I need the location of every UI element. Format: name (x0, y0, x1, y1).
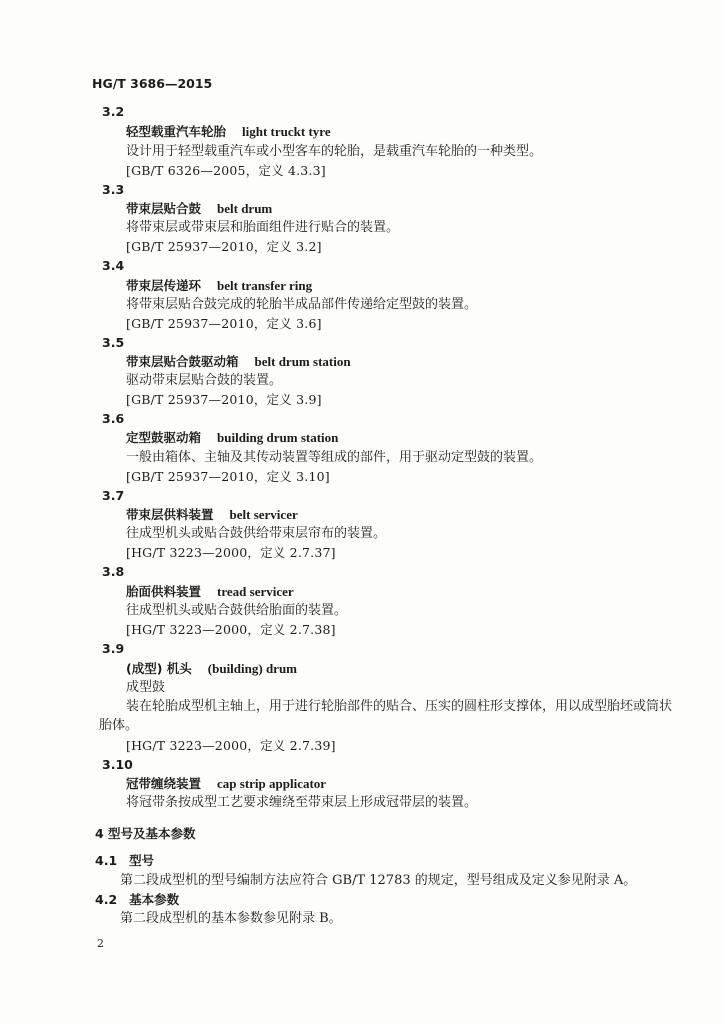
definition-text: 将带束层贴合鼓完成的轮胎半成品部件传递给定型鼓的装置。 (126, 297, 478, 312)
term-heading (126, 354, 724, 371)
source-reference: [GB/T 6326—2005，定义 4.3.3] (126, 163, 326, 178)
document-code: HG/T 3686—2015 (92, 76, 213, 91)
definition-text: 将带束层或带束层和胎面组件进行贴合的装置。 (126, 220, 400, 235)
term-zh: 胎面供料装置 (126, 584, 202, 599)
term-zh: 轻型载重汽车轮胎 (126, 124, 227, 139)
term-zh: 带束层贴合鼓 (126, 201, 202, 216)
definition-text: 往成型机头或贴合鼓供给带束层帘布的装置。 (126, 526, 387, 541)
term-zh: 带束层贴合鼓驱动箱 (126, 354, 239, 369)
clause-number: 3.9 (102, 641, 125, 656)
definition-text: 往成型机头或贴合鼓供给胎面的装置。 (126, 603, 348, 618)
clause-number: 3.3 (102, 182, 125, 197)
term-en: belt drum station (254, 354, 351, 369)
subsection-text: 第二段成型机的基本参数参见附录 B。 (120, 911, 342, 926)
source-reference: [HG/T 3223—2000，定义 2.7.39] (126, 738, 336, 753)
term-en: belt servicer (229, 507, 298, 522)
term-heading (126, 584, 724, 601)
definition-text: 装在轮胎成型机主轴上，用于进行轮胎部件的贴合、压实的圆柱形支撑体，用以成型胎坯或筒状 (126, 699, 673, 714)
term-heading (126, 201, 724, 218)
source-reference: [GB/T 25937—2010，定义 3.10] (126, 469, 330, 484)
term-heading (126, 124, 724, 141)
term-zh: 带束层传递环 (126, 278, 202, 293)
clause-number: 3.4 (102, 258, 125, 273)
term-en: belt transfer ring (217, 278, 313, 293)
term-heading (126, 278, 724, 295)
term-en: belt drum (217, 201, 273, 216)
clause-number: 3.8 (102, 564, 125, 579)
term-en: (building) drum (207, 661, 298, 676)
source-reference: [HG/T 3223—2000，定义 2.7.37] (126, 545, 336, 560)
subsection-number: 4.2 (95, 892, 118, 907)
clause-number: 3.6 (102, 411, 125, 426)
clause-number: 3.10 (102, 757, 133, 772)
source-reference: [HG/T 3223—2000，定义 2.7.38] (126, 622, 336, 637)
term-heading (126, 430, 724, 447)
subsection-heading (95, 892, 724, 909)
term-heading (126, 507, 724, 524)
term-zh: (成型) 机头 (126, 661, 192, 676)
term-en: building drum station (217, 430, 339, 445)
term-zh: 冠带缠绕装置 (126, 776, 202, 791)
term-en: light truckt tyre (242, 124, 331, 139)
definition-text: 设计用于轻型载重汽车或小型客车的轮胎，是载重汽车轮胎的一种类型。 (126, 144, 543, 159)
term-heading (126, 776, 724, 793)
source-reference: [GB/T 25937—2010，定义 3.6] (126, 316, 322, 331)
source-reference: [GB/T 25937—2010，定义 3.2] (126, 239, 322, 254)
section-heading: 4 型号及基本参数 (95, 826, 196, 841)
subsection-title: 基本参数 (129, 892, 180, 907)
definition-text: 驱动带束层贴合鼓的装置。 (126, 373, 283, 388)
term-zh: 带束层供料装置 (126, 507, 214, 522)
term-en: cap strip applicator (217, 776, 327, 791)
term-en: tread servicer (217, 584, 294, 599)
clause-number: 3.7 (102, 488, 125, 503)
term-heading (126, 661, 724, 678)
term-zh: 定型鼓驱动箱 (126, 430, 202, 445)
subsection-heading (95, 853, 724, 870)
definition-text: 一般由箱体、主轴及其传动装置等组成的部件，用于驱动定型鼓的装置。 (126, 450, 543, 465)
subsection-text: 第二段成型机的型号编制方法应符合 GB/T 12783 的规定，型号组成及定义参见附录 A。 (120, 873, 637, 888)
definition-text-continued: 胎体。 (99, 718, 139, 733)
definition-text: 将冠带条按成型工艺要求缠绕至带束层上形成冠带层的装置。 (126, 795, 478, 810)
subsection-title: 型号 (129, 853, 155, 868)
source-reference: [GB/T 25937—2010，定义 3.9] (126, 392, 322, 407)
clause-number: 3.2 (102, 104, 125, 119)
clause-number: 3.5 (102, 335, 125, 350)
synonym-text: 成型鼓 (126, 680, 166, 695)
subsection-number: 4.1 (95, 853, 118, 868)
page-number: 2 (97, 937, 104, 950)
